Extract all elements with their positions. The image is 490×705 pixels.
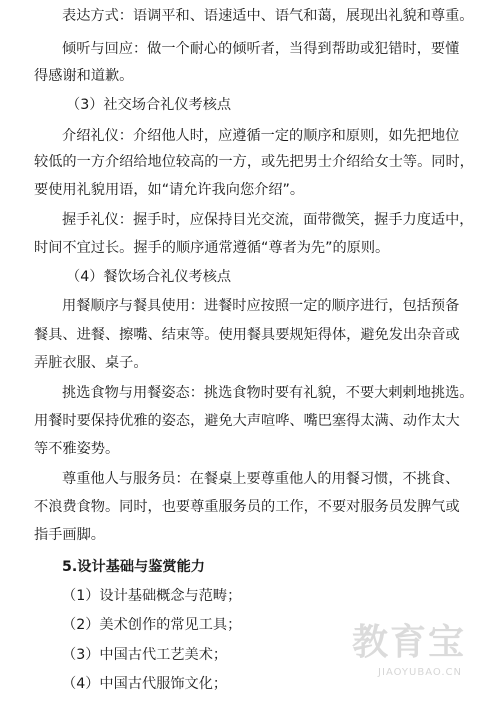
- watermark-url: JIAOYUBAO.CN: [378, 667, 462, 678]
- list-item: （1）设计基础概念与范畴；: [62, 588, 242, 604]
- paragraph-line: 指手画脚。: [34, 527, 105, 543]
- paragraph-line: 用餐时要保持优雅的姿态，避免大声喧哗、嘴巴塞得太满、动作太大: [34, 413, 460, 429]
- paragraph-line: 餐具、进餐、擦嘴、结束等。使用餐具要规矩得体，避免发出杂音或: [34, 327, 460, 343]
- site-watermark: [346, 623, 466, 687]
- list-item: （3）中国古代工艺美术；: [62, 647, 228, 663]
- paragraph-line: 不浪费食物。同时，也要尊重服务员的工作，不要对服务员发脾气或: [34, 499, 460, 515]
- paragraph-line: 握手礼仪：握手时，应保持目光交流，面带微笑，握手力度适中，: [62, 212, 474, 228]
- paragraph-line: 得感谢和道歉。: [34, 68, 134, 84]
- paragraph-line: 较低的一方介绍给地位较高的一方，或先把男士介绍给女士等。同时，: [34, 154, 474, 170]
- paragraph-line: 用餐顺序与餐具使用：进餐时应按照一定的顺序进行，包括预备: [62, 298, 460, 314]
- list-item: （2）美术创作的常见工具；: [62, 617, 242, 633]
- paragraph-line: 挑选食物与用餐姿态：挑选食物时要有礼貌，不要大剌剌地挑选。: [62, 385, 474, 401]
- paragraph-line: 倾听与回应：做一个耐心的倾听者，当得到帮助或犯错时，要懂: [62, 41, 460, 57]
- paragraph-line: 介绍礼仪：介绍他人时，应遵循一定的顺序和原则，如先把地位: [62, 128, 460, 144]
- paragraph-line: 弄脏衣服、桌子。: [34, 355, 148, 371]
- paragraph-line: 要使用礼貌用语，如“请允许我向您介绍”。: [34, 182, 305, 198]
- paragraph-line: 尊重他人与服务员：在餐桌上要尊重他人的用餐习惯，不挑食、: [62, 471, 460, 487]
- section-heading: （3）社交场合礼仪考核点: [66, 97, 232, 113]
- paragraph-line: 表达方式：语调平和、语速适中、语气和蔼，展现出礼貌和尊重。: [62, 8, 474, 24]
- section-title: 5.设计基础与鉴赏能力: [62, 559, 205, 575]
- section-heading: （4）餐饮场合礼仪考核点: [66, 269, 232, 285]
- watermark-logo-text: 教育宝: [351, 622, 466, 663]
- list-item: （4）中国古代服饰文化；: [62, 676, 228, 692]
- paragraph-line: 时间不宜过长。握手的顺序通常遵循“尊者为先”的原则。: [34, 240, 390, 256]
- paragraph-line: 等不雅姿势。: [34, 441, 120, 457]
